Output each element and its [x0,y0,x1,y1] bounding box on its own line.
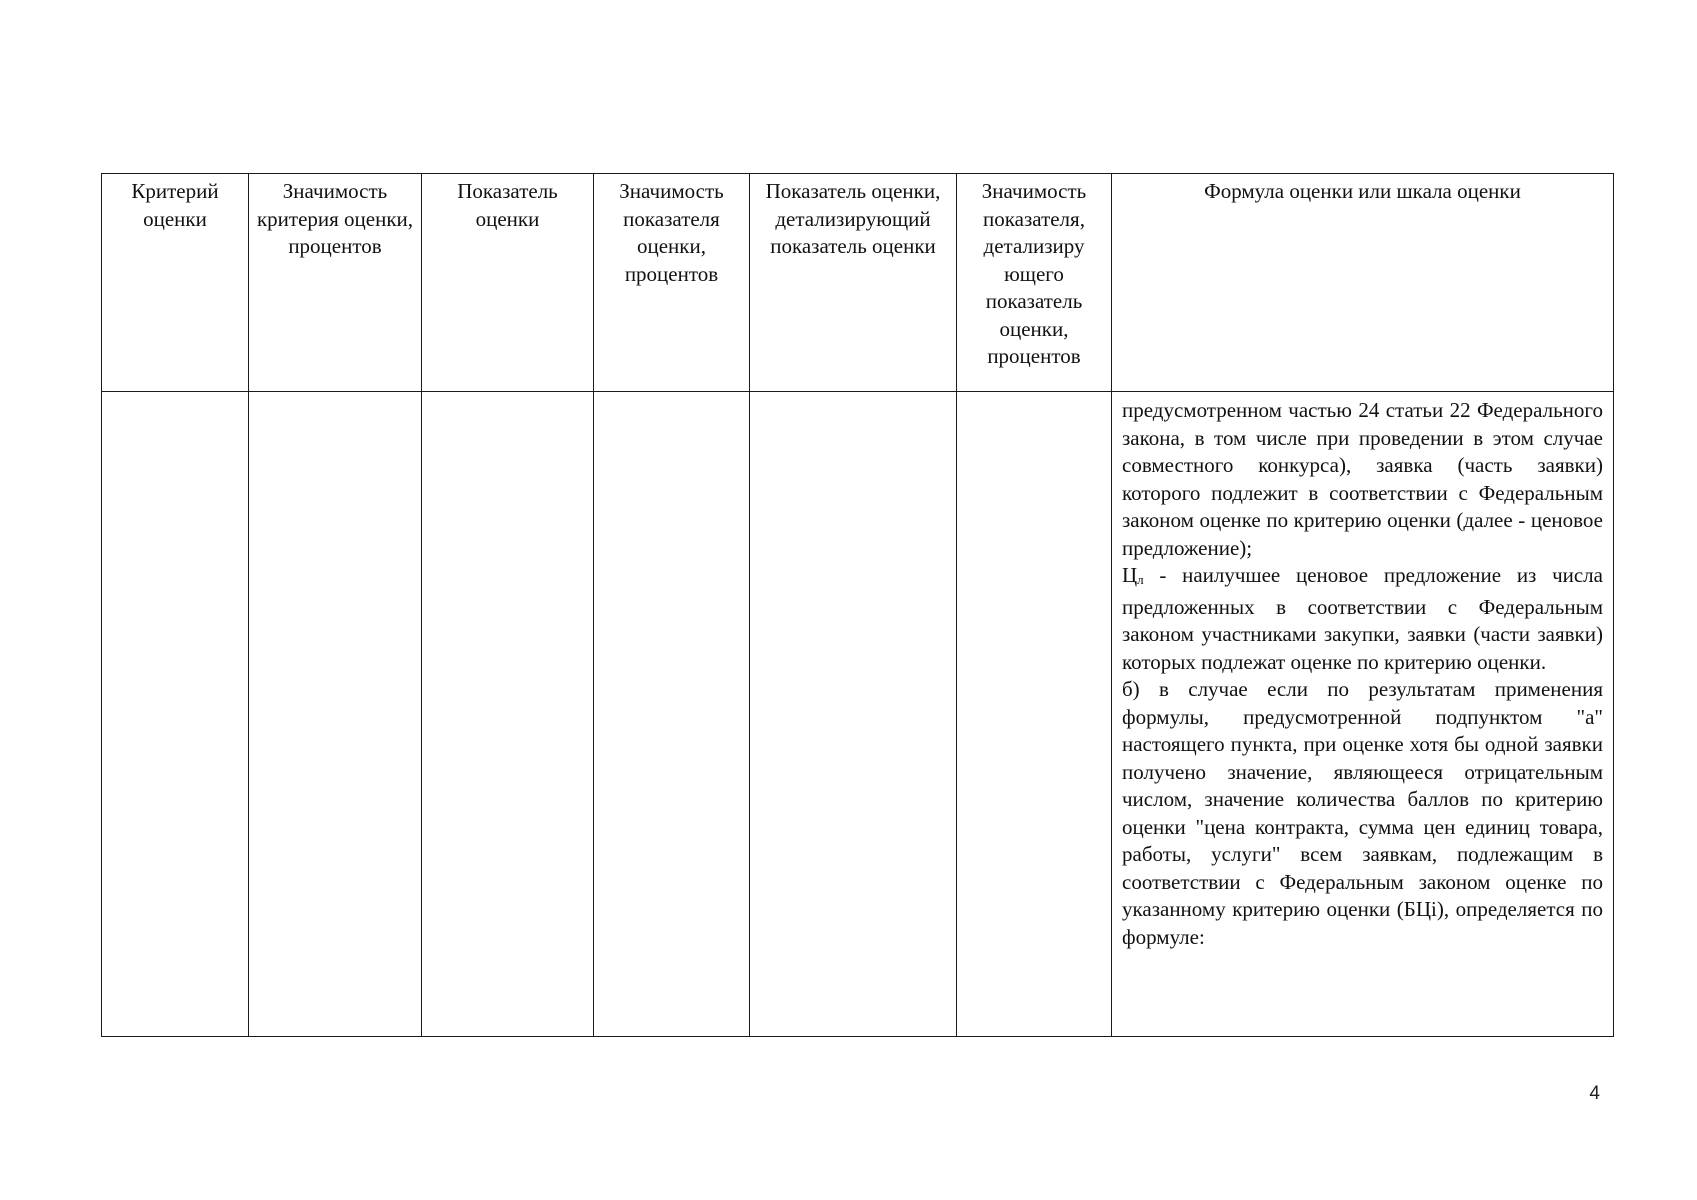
cell-formula [1112,392,1614,1037]
header-formula: Формула оценки или шкала оценки [1112,174,1614,392]
best-price-symbol: Ц [1122,563,1138,587]
header-criterion-weight: Значимость критерия оценки, процентов [249,174,422,392]
header-detailing-indicator-weight: Значимость показателя, детализиру ющего показатель оценки, процентов [957,174,1112,392]
best-price-subscript: л [1137,572,1144,587]
header-indicator: Показатель оценки [422,174,594,392]
header-indicator-weight: Значимость показателя оценки, процентов [594,174,750,392]
header-criterion: Критерий оценки [102,174,249,392]
best-price-definition: - наилучшее ценовое предложение из числа предложенных в соответствии с Федеральным законом участниками закупки, заявки (части заявки) которых подлежат оценке по критерию оценки. [1122,563,1603,674]
table-header-row [102,174,1614,392]
cell-criterion-weight [249,392,422,1037]
evaluation-criteria-table [101,173,1614,1037]
header-detailing-indicator: Показатель оценки, детализирующий показатель оценки [750,174,957,392]
formula-paragraph-3: б) в случае если по результатам применения формулы, предусмотренной подпунктом "а" настоящего пункта, при оценке хотя бы одной заявки получено значение, являющееся отрицательным числом, значение количества баллов по критерию оценки "цена контракта, сумма цен единиц товара, работы, услуги" всем заявкам, подлежащим в соответствии с Федеральным законом оценке по указанному критерию оценки (БЦі), определяется по формуле: [1122,677,1603,949]
formula-paragraph-2 [1122,562,1603,676]
cell-indicator [422,392,594,1037]
cell-criterion [102,392,249,1037]
table-row [102,392,1614,1037]
cell-detailing-indicator [750,392,957,1037]
formula-paragraph-1: предусмотренном частью 24 статьи 22 Федерального закона, в том числе при проведении в этом случае совместного конкурса), заявка (часть заявки) которого подлежит в соответствии с Федеральным законом оценке по критерию оценки (далее - ценовое предложение); [1122,398,1603,560]
cell-detailing-indicator-weight [957,392,1112,1037]
cell-indicator-weight [594,392,750,1037]
page-number: 4 [1589,1083,1600,1104]
